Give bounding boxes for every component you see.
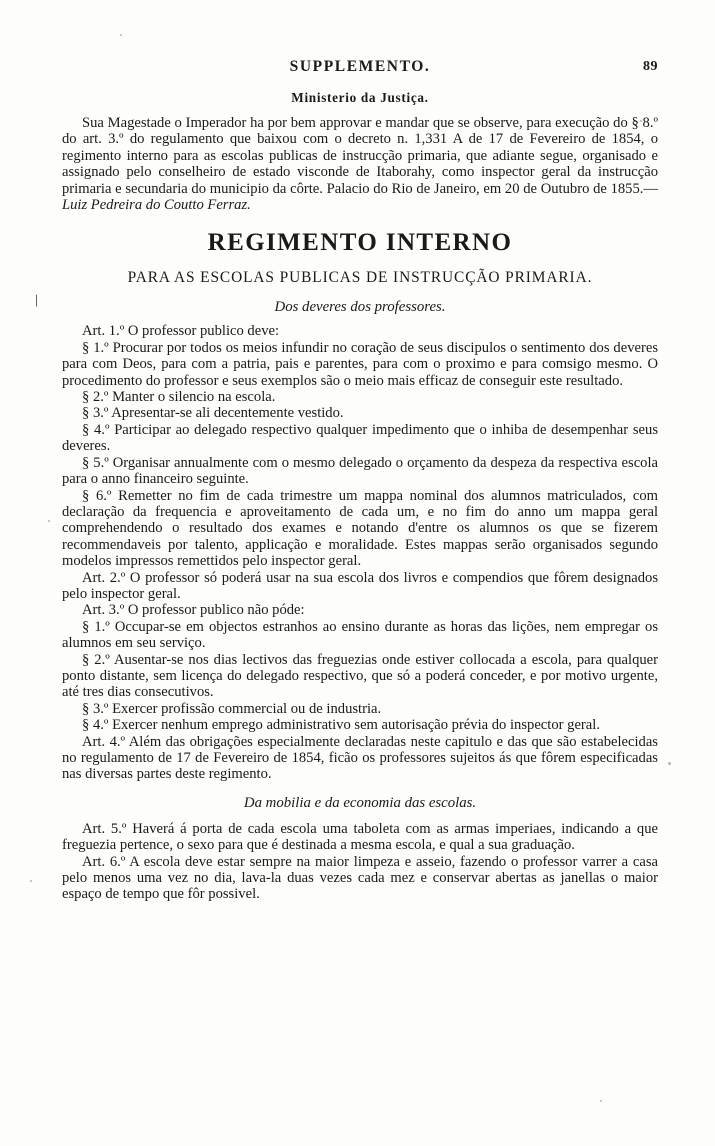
paragraph: Art. 4.º Além das obrigações especialmente declaradas neste capitulo e das que são estabelecidas no regulamento de 17 de Fevereiro de 1854, ficão os professores sujeitos ás que fôrem especificadas nas diversas partes deste regimento.: [62, 733, 658, 783]
document-text-column: [62, 58, 658, 903]
document-title: REGIMENTO INTERNO: [207, 229, 513, 257]
paragraph: § 2.º Manter o silencio na escola.: [82, 389, 276, 406]
section-heading-mobilia: Da mobilia e da economia das escolas.: [243, 794, 477, 811]
running-head-title: SUPPLEMENTO.: [289, 58, 431, 75]
preamble-text: Sua Magestade o Imperador ha por bem approvar e mandar que se observe, para execução do § 8.º do art. 3.º do regulamento que baixou com o decreto n. 1,331 A de 17 de Fevereiro de 1854, o regimento interno para as escolas publicas de instrucção primaria, que adiante segue, organisado e assignado pelo conselheiro de estado visconde de Itaborahy, como inspector geral da instrucção primaria e secundaria do municipio da côrte. Palacio do Rio de Janeiro, em 20 de Outubro de 1855.—: [62, 115, 658, 197]
paragraph: § 1.º Procurar por todos os meios infundir no coração de seus discipulos o sentimento dos deveres para com Deos, para com a patria, pais e parentes, para com o proximo e para comsigo mesmo. O procedimento do professor e seus exemplos são o meio mais efficaz de conseguir este resultado.: [62, 339, 658, 389]
paragraph: Art. 6.º A escola deve estar sempre na maior limpeza e asseio, fazendo o professor varrer a casa pelo menos uma vez no dia, lava-la duas vezes cada mez e conservar abertas as janellas o maior espaço de tempo que fôr possivel.: [62, 853, 658, 903]
document-subtitle: PARA AS ESCOLAS PUBLICAS DE INSTRUCÇÃO PRIMARIA.: [127, 269, 593, 287]
paragraph: § 4.º Participar ao delegado respectivo qualquer impedimento que o inhiba de desempenhar seus deveres.: [62, 421, 658, 455]
paragraph: § 6.º Remetter no fim de cada trimestre um mappa nominal dos alumnos matriculados, com declaração da frequencia e aproveitamento de cada um, e no fim do anno um mappa geral comprehendendo o resultado dos exames e notando d'entre os alumnos os que se fizerem recommendaveis por talento, applicação e moralidade. Estes mappas serão organisados segundo modelos impressos remettidos pelo inspector geral.: [62, 487, 658, 570]
paragraph: § 4.º Exercer nenhum emprego administrativo sem autorisação prévia do inspector geral.: [82, 717, 600, 734]
ministry-heading: Ministerio da Justiça.: [291, 90, 429, 105]
paper-speck: [600, 1100, 602, 1102]
margin-pen-mark: \: [31, 290, 42, 311]
paper-speck: [48, 520, 50, 522]
paper-speck: [120, 34, 122, 36]
section-heading-deveres: Dos deveres dos professores.: [274, 299, 446, 316]
paragraph: § 3.º Exercer profissão commercial ou de industria.: [82, 700, 382, 717]
paragraph: Art. 3.º O professor publico não póde:: [82, 602, 305, 619]
paragraph: § 1.º Occupar-se em objectos estranhos ao ensino durante as horas das lições, nem empregar os alumnos em seu serviço.: [62, 618, 658, 652]
paper-speck: [668, 762, 671, 765]
preamble-paragraph: [62, 115, 658, 213]
page-number: 89: [643, 59, 658, 74]
paragraph: § 5.º Organisar annualmente com o mesmo delegado o orçamento da despeza da respectiva escola para o anno financeiro seguinte.: [62, 454, 658, 488]
paragraph: Art. 2.º O professor só poderá usar na sua escola dos livros e compendios que fôrem designados pelo inspector geral.: [62, 569, 658, 602]
paragraph: Art. 5.º Haverá á porta de cada escola uma taboleta com as armas imperiaes, indicando a que freguezia pertence, o sexo para que é destinada a mesma escola, e qual a sua graduação.: [62, 820, 658, 854]
paragraph: § 2.º Ausentar-se nos dias lectivos das freguezias onde estiver collocada a escola, para qualquer ponto distante, sem licença do delegado respectivo, que só a poderá conceder, e por motivo urgente, até tres dias consecutivos.: [62, 651, 658, 701]
preamble-signature: Luiz Pedreira do Coutto Ferraz.: [62, 197, 251, 214]
paper-speck: [30, 880, 32, 882]
running-head: [62, 58, 658, 84]
paragraph: § 3.º Apresentar-se ali decentemente vestido.: [82, 405, 344, 422]
paragraph: Art. 1.º O professor publico deve:: [82, 323, 280, 340]
